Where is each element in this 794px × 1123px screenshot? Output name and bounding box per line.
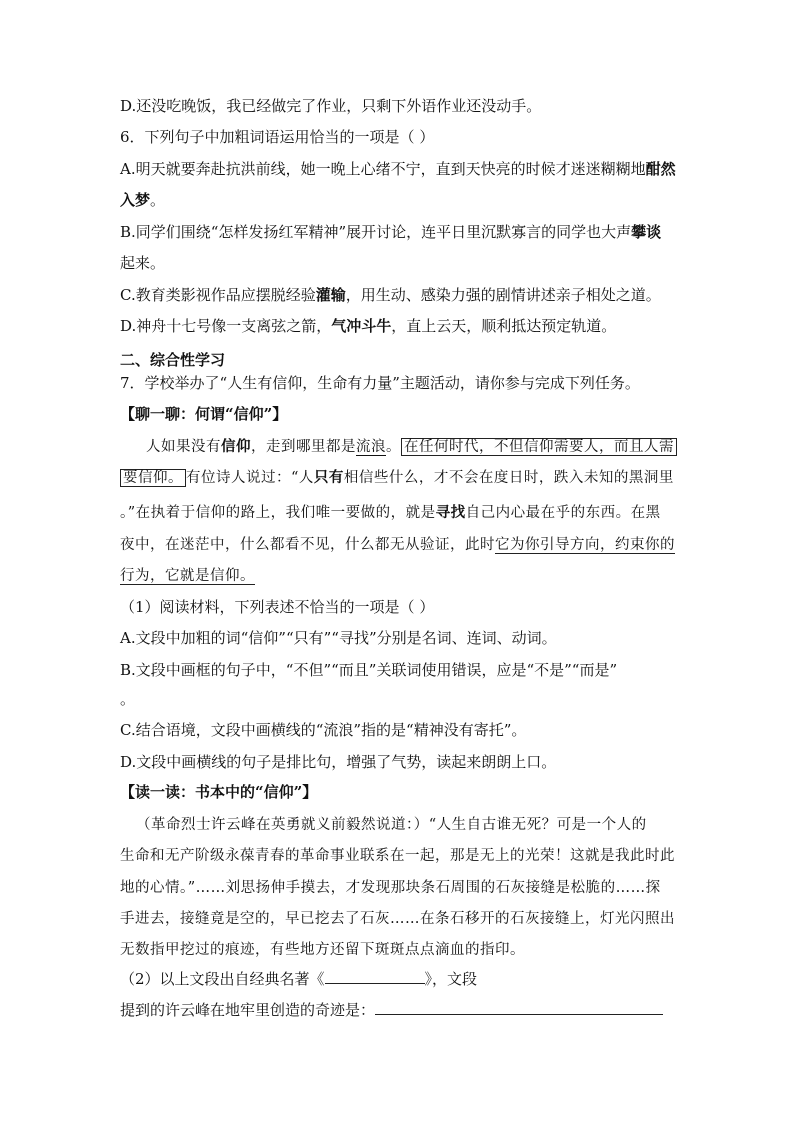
sub1-option-d: D.文段中画横线的句子是排比句，增强了气势，读起来朗朗上口。 xyxy=(120,753,557,771)
sub2-text-a: （2）以上文段出自经典名著《 xyxy=(120,970,325,988)
q6-d-bold: 气冲斗牛 xyxy=(331,317,392,335)
p1-bold-zhiyou: 只有 xyxy=(313,469,344,486)
sub2-text-c: 提到的许云峰在地牢里创造的奇迹是： xyxy=(120,1001,376,1019)
p1-underline-sentence-cont: 行为，它就是信仰。 xyxy=(120,568,255,584)
p1-text-k: 自己内心最在乎的东西。在黑 xyxy=(465,505,661,521)
q6-option-b-cont: 起来。 xyxy=(120,254,166,272)
q6-a-end: 。 xyxy=(150,191,166,209)
passage1-line2 xyxy=(120,468,674,488)
p1-text-h: 相信些什么，才不会在度日时，跌入未知的黑洞里 xyxy=(343,470,674,486)
p1-text-f: 有位诗人说过：“人 xyxy=(186,470,314,486)
sub2-line2 xyxy=(120,1000,663,1020)
sub2-text-b: 》，文段 xyxy=(424,970,478,988)
p1-text-e: 。 xyxy=(386,439,401,455)
q6-d-end: ，直上云天，顺利抵达预定轨道。 xyxy=(391,317,617,335)
passage1-line4 xyxy=(120,535,675,555)
sub1-option-a: A.文段中加粗的词“信仰”“只有”“寻找”分别是名词、连词、动词。 xyxy=(120,629,557,647)
q6-option-b xyxy=(120,222,661,242)
sub2-line1 xyxy=(120,969,477,989)
q6-option-a-cont xyxy=(120,190,165,210)
q6-a-text: A.明天就要奔赴抗洪前线，她一晚上心绪不宁，直到天快亮的时候才迷迷糊糊地 xyxy=(120,160,646,178)
passage1-line3 xyxy=(120,503,661,523)
passage1-line5 xyxy=(120,566,255,586)
q6-a-bold-1: 酣然 xyxy=(645,160,676,178)
passage2-line1: （革命烈士许云峰在英勇就义前毅然说道：）“人生自古谁无死？可是一个人的 xyxy=(136,817,647,833)
q6-c-end: ，用生动、感染力强的剧情讲述亲子相处之道。 xyxy=(345,286,661,304)
part2-title: 【读一读：书本中的“信仰”】 xyxy=(120,783,318,801)
miracle-answer-blank[interactable] xyxy=(375,1000,663,1015)
passage1-line1 xyxy=(146,437,677,457)
q6-option-d xyxy=(120,316,616,336)
p1-boxed-sentence-cont: 要信仰。 xyxy=(120,469,186,487)
p1-underline-liulang: 流浪 xyxy=(356,439,386,455)
q7-stem: 7．学校举办了“人生有信仰，生命有力量”主题活动，请你参与完成下列任务。 xyxy=(120,374,640,392)
sub1-option-b-cont: 。 xyxy=(120,690,136,708)
book-title-blank[interactable] xyxy=(325,969,425,984)
p1-text-c: ，走到哪里都是 xyxy=(251,439,356,455)
sub1-option-b: B.文段中画框的句子中，“不但”“而且”关联词使用错误，应是“不是”“而是” xyxy=(120,661,618,679)
sub1-stem: （1）阅读材料，下列表述不恰当的一项是（ ） xyxy=(120,598,435,616)
q6-stem: 6．下列句子中加粗词语运用恰当的一项是（ ） xyxy=(120,128,435,146)
p1-text-i: 。”在执着于信仰的路上，我们唯一要做的，就是 xyxy=(120,505,436,521)
passage2-line3: 地的心情。”……刘思扬伸手摸去，才发现那块条石周围的石灰接缝是松脆的……探 xyxy=(120,880,661,896)
p1-boxed-sentence: 在任何时代，不但信仰需要人，而且人需 xyxy=(401,438,677,456)
passage2-line2: 生命和无产阶级永葆青春的革命事业联系在一起，那是无上的光荣！这就是我此时此 xyxy=(120,848,675,864)
section-heading: 二、综合性学习 xyxy=(120,351,226,369)
q6-c-text: C.教育类影视作品应摆脱经验 xyxy=(120,286,316,304)
q6-option-a xyxy=(120,159,676,179)
q6-b-text: B.同学们围绕“怎样发扬红军精神”展开讨论，连平日里沉默寡言的同学也大声 xyxy=(120,223,632,241)
p1-text-l: 夜中，在迷茫中，什么都看不见，什么都无从验证，此时 xyxy=(120,537,495,553)
q6-d-text: D.神舟十七号像一支离弦之箭， xyxy=(120,317,332,335)
sub1-option-c: C.结合语境，文段中画横线的“流浪”指的是“精神没有寄托”。 xyxy=(120,721,527,739)
p1-bold-xunzhao: 寻找 xyxy=(435,504,466,521)
q5-option-d: D.还没吃晚饭，我已经做完了作业，只剩下外语作业还没动手。 xyxy=(120,97,542,115)
passage2-line5: 无数指甲挖过的痕迹，有些地方还留下斑斑点点滴血的指印。 xyxy=(120,942,525,958)
part1-title: 【聊一聊：何谓“信仰”】 xyxy=(120,405,288,423)
q6-b-bold: 攀谈 xyxy=(631,223,662,241)
q6-option-c xyxy=(120,285,661,305)
p1-bold-xinyang: 信仰 xyxy=(221,438,251,455)
q6-a-bold-2: 入梦 xyxy=(120,191,151,209)
p1-underline-sentence: 它为你引导方向，约束你的 xyxy=(495,537,675,553)
passage2-line4: 手进去，接缝竟是空的，早已挖去了石灰……在条石移开的石灰接缝上，灯光闪照出 xyxy=(120,911,675,927)
q6-c-bold: 灌输 xyxy=(315,286,346,304)
p1-text-a: 人如果没有 xyxy=(146,439,221,455)
